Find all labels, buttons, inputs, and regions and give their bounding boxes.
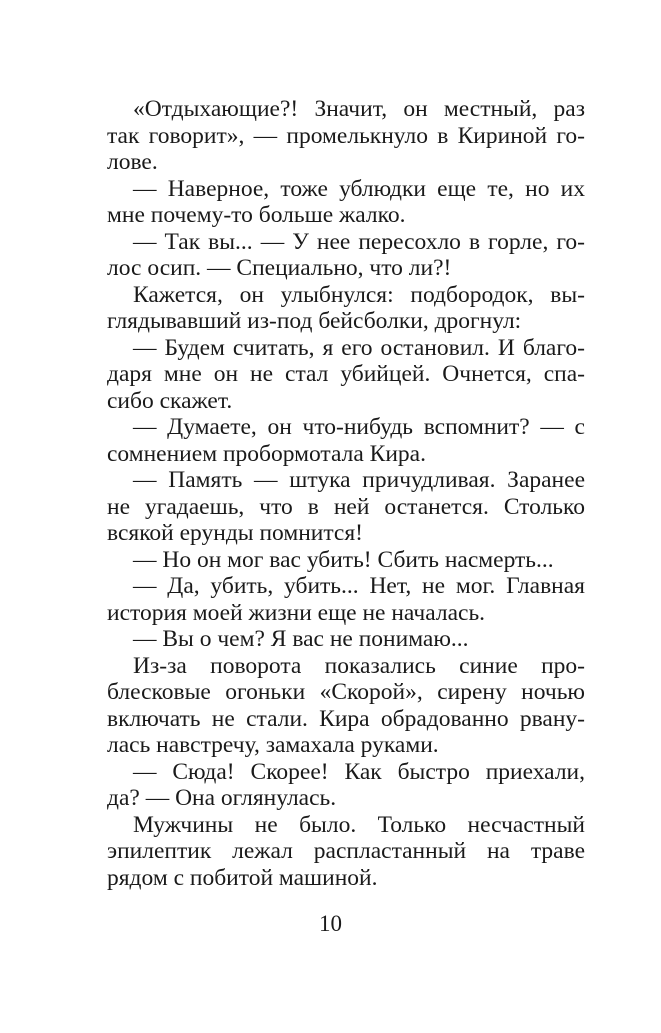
text-line: сомнением пробормотала Кира. <box>107 440 426 467</box>
text-line: — Думаете, он что-нибудь вспомнит? — с <box>133 414 585 440</box>
text-line: — Будем считать, я его остановил. И благо- <box>133 334 585 361</box>
text-line: сибо скажет. <box>107 387 233 414</box>
body-text <box>107 96 585 891</box>
text-line: «Отдыхающие?! Значит, он местный, раз <box>133 96 585 122</box>
text-line: лась навстречу, замахала руками. <box>107 732 439 758</box>
text-line: лове. <box>107 149 158 175</box>
text-line: история моей жизни еще не началась. <box>107 599 486 626</box>
text-line: так говорит», — промелькнуло в Кириной го- <box>107 122 585 149</box>
text-line: включать не стали. Кира обрадованно рвану- <box>107 705 585 732</box>
text-line: Мужчины не было. Только несчастный <box>133 811 585 838</box>
text-line: да? — Она оглянулась. <box>107 785 337 811</box>
text-line: Кажется, он улыбнулся: подбородок, вы- <box>133 281 585 308</box>
text-line: — Так вы... — У нее пересохло в горле, го- <box>133 228 585 255</box>
text-line: глядывавший из-под бейсболки, дрогнул: <box>107 308 522 334</box>
text-line: — Но он мог вас убить! Сбить насмерть... <box>133 546 554 573</box>
text-line: Из-за поворота показались синие про- <box>133 652 585 679</box>
text-line: рядом с побитой машиной. <box>107 864 378 891</box>
text-line: даря мне он не стал убийцей. Очнется, спа- <box>107 361 585 387</box>
text-line: мне почему-то больше жалко. <box>107 202 406 228</box>
text-line: лос осип. — Специально, что ли?! <box>107 255 452 281</box>
text-line: не угадаешь, что в ней останется. Столько <box>107 493 585 520</box>
text-line: всякой ерунды помнится! <box>107 520 363 546</box>
text-line: — Да, убить, убить... Нет, не мог. Главная <box>133 573 585 599</box>
text-line: — Вы о чем? Я вас не понимаю... <box>133 626 469 652</box>
text-line: — Сюда! Скорее! Как быстро приехали, <box>133 758 585 785</box>
text-line: эпилептик лежал распластанный на траве <box>107 838 585 864</box>
text-line: — Наверное, тоже ублюдки еще те, но их <box>133 175 585 202</box>
page-number: 10 <box>319 911 342 936</box>
text-line: блесковые огоньки «Скорой», сирену ночью <box>107 679 585 705</box>
text-line: — Память — штука причудливая. Заранее <box>133 467 585 493</box>
